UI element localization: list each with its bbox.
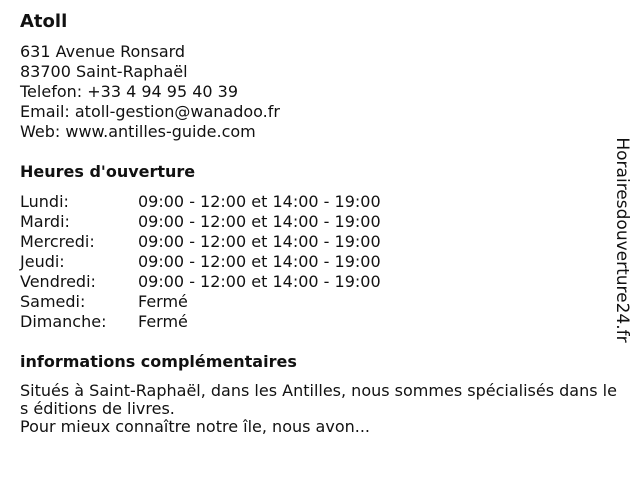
business-card xyxy=(20,10,617,436)
website: Web: www.antilles-guide.com xyxy=(20,122,256,141)
business-name: Atoll xyxy=(20,11,68,32)
day-label: Mercredi: xyxy=(20,232,95,251)
additional-info-heading: informations complémentaires xyxy=(20,352,297,371)
day-label: Mardi: xyxy=(20,212,70,231)
time-value: 09:00 - 12:00 et 14:00 - 19:00 xyxy=(138,232,381,251)
hours-row-saturday xyxy=(20,292,600,312)
time-value: Fermé xyxy=(138,312,188,331)
time-value: Fermé xyxy=(138,292,188,311)
email-address: Email: atoll-gestion@wanadoo.fr xyxy=(20,102,280,121)
hours-row-friday xyxy=(20,272,600,292)
address-city: 83700 Saint-Raphaël xyxy=(20,62,188,81)
hours-row-tuesday xyxy=(20,212,600,232)
opening-hours-heading: Heures d'ouverture xyxy=(20,162,196,181)
day-label: Lundi: xyxy=(20,192,69,211)
phone-number: Telefon: +33 4 94 95 40 39 xyxy=(20,82,239,101)
hours-row-wednesday xyxy=(20,232,600,252)
info-description-truncated: Pour mieux connaître notre île, nous avon... xyxy=(20,417,371,436)
info-description: Situés à Saint-Raphaël, dans les Antilles, nous sommes spécialisés dans les éditions de livres. xyxy=(20,381,617,418)
time-value: 09:00 - 12:00 et 14:00 - 19:00 xyxy=(138,252,381,271)
day-label: Vendredi: xyxy=(20,272,96,291)
time-value: 09:00 - 12:00 et 14:00 - 19:00 xyxy=(138,192,381,211)
hours-row-thursday xyxy=(20,252,600,272)
site-watermark: Horairesdouverture24.fr xyxy=(612,137,632,343)
time-value: 09:00 - 12:00 et 14:00 - 19:00 xyxy=(138,212,381,231)
time-value: 09:00 - 12:00 et 14:00 - 19:00 xyxy=(138,272,381,291)
opening-hours-list xyxy=(20,192,600,332)
hours-row-monday xyxy=(20,192,600,212)
address-street: 631 Avenue Ronsard xyxy=(20,42,186,61)
day-label: Dimanche: xyxy=(20,312,107,331)
day-label: Samedi: xyxy=(20,292,86,311)
day-label: Jeudi: xyxy=(20,252,65,271)
hours-row-sunday xyxy=(20,312,600,332)
